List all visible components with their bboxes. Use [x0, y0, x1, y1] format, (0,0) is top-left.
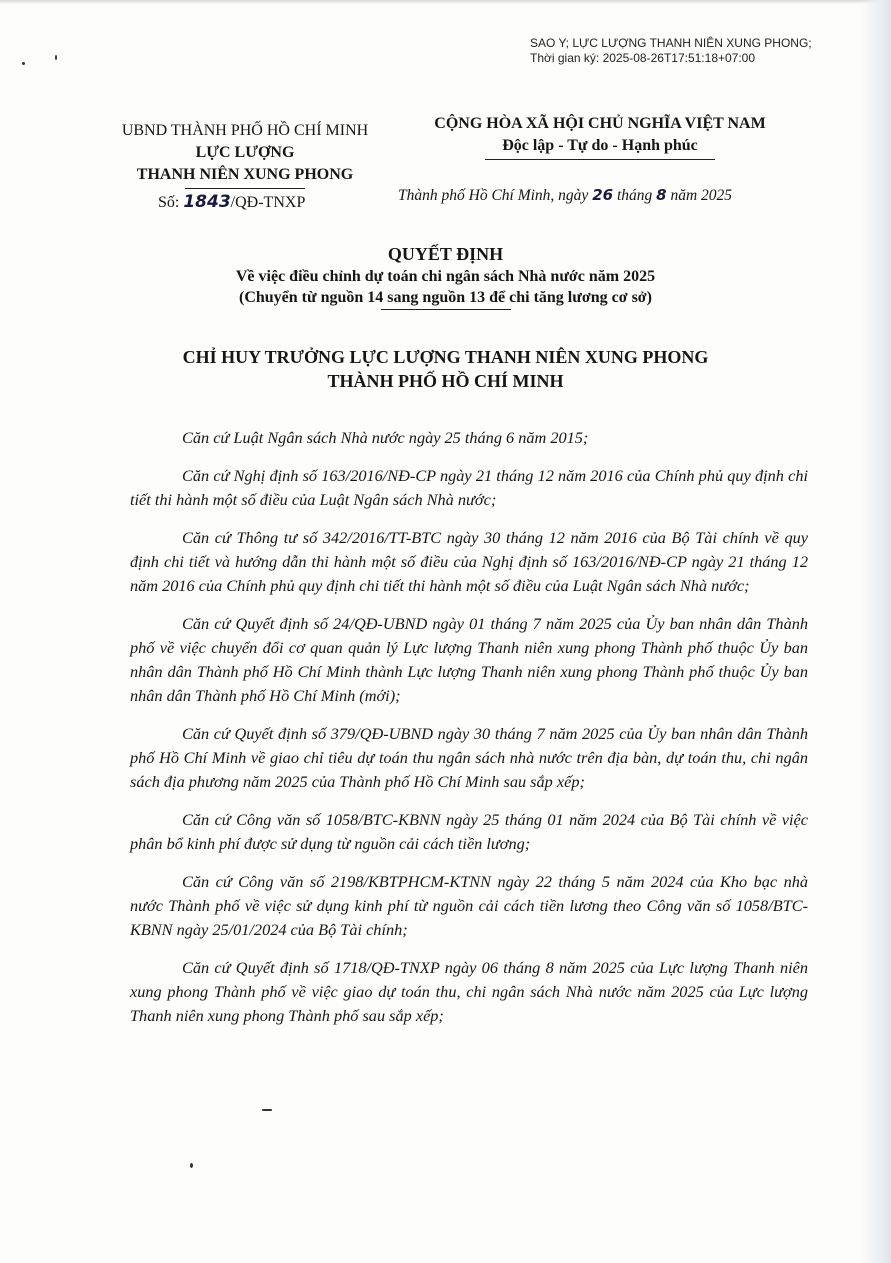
- legal-basis-paragraph: Căn cứ Quyết định số 24/QĐ-UBND ngày 01 tháng 7 năm 2025 của Ủy ban nhân dân Thành phố về việc chuyển đổi cơ quan quản lý Lực lượng Thanh niên xung phong Thành phố thuộc Ủy ban nhân dân Thành phố Hồ Chí Minh thành Lực lượng Thanh niên xung phong Thành phố thuộc Ủy ban nhân dân Thành phố Hồ Chí Minh (mới);: [130, 614, 808, 705]
- document-number: [158, 192, 305, 212]
- legal-basis-paragraph: Căn cứ Công văn số 1058/BTC-KBNN ngày 25 tháng 01 năm 2024 của Bộ Tài chính về việc phân bổ kinh phí được sử dụng từ nguồn cải cách tiền lương;: [130, 810, 808, 853]
- legal-basis-paragraph: Căn cứ Quyết định số 1718/QĐ-TNXP ngày 06 tháng 8 năm 2025 của Lực lượng Thanh niên xung phong Thành phố về việc giao dự toán thu, chi ngân sách Nhà nước năm 2025 của Lực lượng Thanh niên xung phong Thành phố sau sắp xếp;: [130, 958, 808, 1025]
- agency-parent: UBND THÀNH PHỐ HỒ CHÍ MINH: [121, 122, 369, 139]
- number-prefix: Số:: [158, 194, 180, 211]
- legal-basis-paragraph: Căn cứ Nghị định số 163/2016/NĐ-CP ngày 21 tháng 12 năm 2016 của Chính phủ quy định chi tiết thi hành một số điều của Luật Ngân sách Nhà nước;: [130, 466, 808, 509]
- authority-line-2: THÀNH PHỐ HỒ CHÍ MINH: [327, 371, 564, 391]
- number-handwritten: 1843: [183, 192, 231, 212]
- legal-basis-paragraph: Căn cứ Công văn số 2198/KBTPHCM-KTNN ngày 22 tháng 5 năm 2024 của Kho bạc nhà nước Thành phố về việc sử dụng kinh phí từ nguồn cải cách tiền lương theo Công văn số 1058/BTC-KBNN ngày 25/01/2024 của Bộ Tài chính;: [130, 872, 808, 939]
- legal-basis-paragraph: Căn cứ Quyết định số 379/QĐ-UBND ngày 30 tháng 7 năm 2025 của Ủy ban nhân dân Thành phố Hồ Chí Minh về giao chỉ tiêu dự toán thu ngân sách nhà nước trên địa bàn, dự toán thu, chi ngân sách địa phương năm 2025 của Thành phố Hồ Chí Minh sau sắp xếp;: [130, 724, 808, 791]
- title-subject-detail: (Chuyển từ nguồn 14 sang nguồn 13 để chi tăng lương cơ sở): [239, 289, 652, 306]
- legal-basis-paragraph: Căn cứ Luật Ngân sách Nhà nước ngày 25 tháng 6 năm 2015;: [182, 428, 589, 447]
- digital-signature-stamp: [530, 36, 812, 66]
- place-date-prefix: Thành phố Hồ Chí Minh, ngày: [398, 187, 589, 204]
- title-subject: Về việc điều chỉnh dự toán chi ngân sách Nhà nước năm 2025: [235, 268, 656, 285]
- legal-basis: [130, 426, 808, 1042]
- scan-speck: [190, 1163, 193, 1168]
- issuing-agency: [100, 120, 390, 189]
- legal-basis-paragraph: Căn cứ Thông tư số 342/2016/TT-BTC ngày 30 tháng 12 năm 2016 của Bộ Tài chính về quy định chi tiết và hướng dẫn thi hành một số điều của Nghị định số 163/2016/NĐ-CP ngày 21 tháng 12 năm 2016 của Chính phủ quy định chi tiết thi hành một số điều của Luật Ngân sách Nhà nước;: [130, 528, 808, 595]
- scan-speck: [262, 1109, 272, 1111]
- stamp-line-1: SAO Y; LỰC LƯỢNG THANH NIÊN XUNG PHONG;: [530, 36, 812, 50]
- title-underline: [381, 309, 511, 310]
- scan-speck: [55, 55, 57, 60]
- national-motto: Độc lập - Tự do - Hạnh phúc: [502, 137, 698, 154]
- day-handwritten: 26: [592, 186, 614, 204]
- scan-edge-top: [0, 0, 891, 4]
- republic-name: CỘNG HÒA XÃ HỘI CHỦ NGHĨA VIỆT NAM: [434, 115, 766, 132]
- motto-underline: [485, 159, 715, 160]
- year-text: năm 2025: [670, 187, 733, 204]
- month-label: tháng: [616, 187, 653, 204]
- number-suffix: /QĐ-TNXP: [230, 194, 306, 211]
- agency-name-line-2: THANH NIÊN XUNG PHONG: [136, 166, 354, 183]
- stamp-line-2: Thời gian ký: 2025-08-26T17:51:18+07:00: [530, 51, 756, 65]
- issuing-authority: [0, 345, 891, 393]
- agency-name-line-1: LỰC LƯỢNG: [195, 144, 295, 161]
- title-main: QUYẾT ĐỊNH: [387, 244, 504, 264]
- scan-speck: [22, 62, 25, 65]
- decision-title: [0, 242, 891, 310]
- scan-edge-right: [861, 0, 891, 1263]
- authority-line-1: CHỈ HUY TRƯỞNG LỰC LƯỢNG THANH NIÊN XUNG PHONG: [182, 347, 709, 367]
- agency-underline: [185, 188, 305, 189]
- place-and-date: [398, 186, 732, 205]
- national-heading: [400, 113, 800, 160]
- month-handwritten: 8: [656, 186, 667, 204]
